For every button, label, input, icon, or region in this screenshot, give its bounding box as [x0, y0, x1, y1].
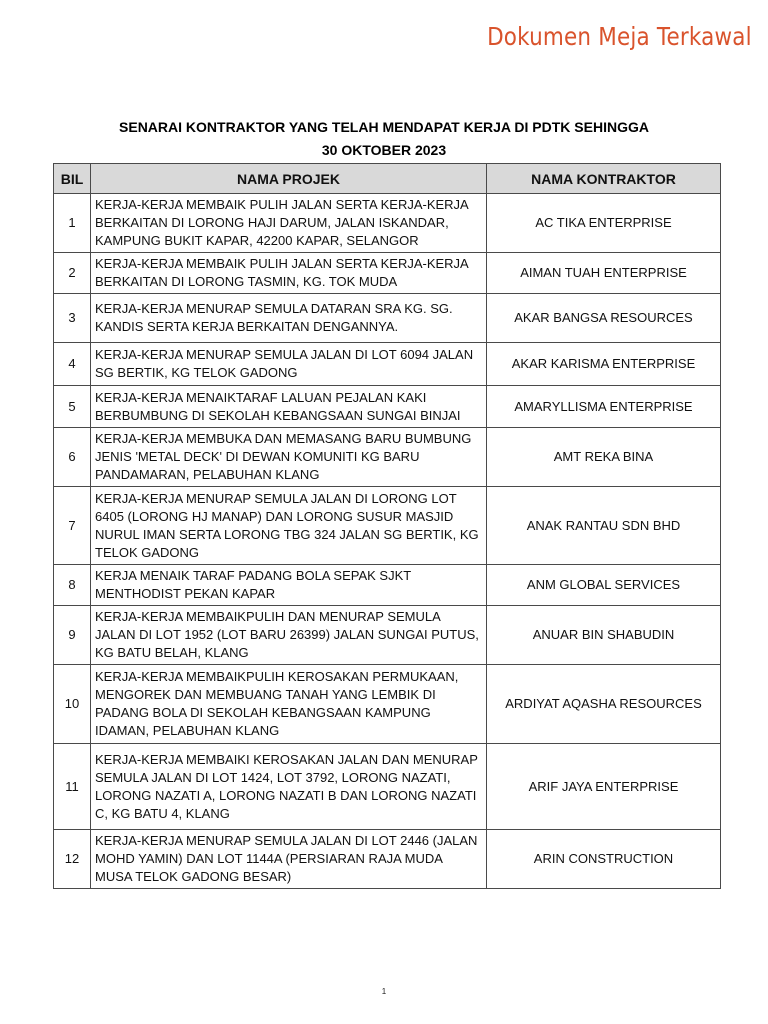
- row-nama-kontraktor: AIMAN TUAH ENTERPRISE: [487, 253, 721, 294]
- table-row: [54, 428, 721, 487]
- table-row: [54, 606, 721, 665]
- table-row: [54, 830, 721, 889]
- row-nama-kontraktor: ARDIYAT AQASHA RESOURCES: [487, 665, 721, 744]
- table-row: [54, 744, 721, 830]
- row-nama-projek: KERJA-KERJA MEMBAIK PULIH JALAN SERTA KERJA-KERJA BERKAITAN DI LORONG HAJI DARUM, JALAN ISKANDAR, KAMPUNG BUKIT KAPAR, 42200 KAPAR, SELANGOR: [91, 194, 487, 253]
- row-bil: 5: [54, 386, 91, 428]
- row-bil: 9: [54, 606, 91, 665]
- row-nama-projek: KERJA-KERJA MEMBAIKI KEROSAKAN JALAN DAN MENURAP SEMULA JALAN DI LOT 1424, LOT 3792, LORONG NAZATI, LORONG NAZATI A, LORONG NAZATI B DAN LORONG NAZATI C, KG BATU 4, KLANG: [91, 744, 487, 830]
- table-row: [54, 194, 721, 253]
- row-nama-kontraktor: AMT REKA BINA: [487, 428, 721, 487]
- row-nama-kontraktor: AKAR BANGSA RESOURCES: [487, 294, 721, 343]
- row-bil: 8: [54, 565, 91, 606]
- table-row: [54, 487, 721, 565]
- row-nama-kontraktor: ARIF JAYA ENTERPRISE: [487, 744, 721, 830]
- table-row: [54, 253, 721, 294]
- row-bil: 12: [54, 830, 91, 889]
- row-nama-kontraktor: ARIN CONSTRUCTION: [487, 830, 721, 889]
- header-nama-kontraktor: NAMA KONTRAKTOR: [487, 164, 721, 194]
- table-row: [54, 565, 721, 606]
- table-header-row: [54, 164, 721, 194]
- page-number: 1: [381, 987, 387, 996]
- header-bil: BIL: [54, 164, 91, 194]
- table-row: [54, 294, 721, 343]
- row-bil: 4: [54, 343, 91, 386]
- contractor-table: [53, 163, 721, 889]
- row-bil: 7: [54, 487, 91, 565]
- table-row: [54, 386, 721, 428]
- row-bil: 11: [54, 744, 91, 830]
- table-row: [54, 343, 721, 386]
- row-bil: 1: [54, 194, 91, 253]
- row-bil: 3: [54, 294, 91, 343]
- row-nama-projek: KERJA-KERJA MEMBAIKPULIH KEROSAKAN PERMUKAAN, MENGOREK DAN MEMBUANG TANAH YANG LEMBIK DI PADANG BOLA DI SEKOLAH KEBANGSAAN KAMPUNG IDAMAN, PELABUHAN KLANG: [91, 665, 487, 744]
- row-nama-projek: KERJA MENAIK TARAF PADANG BOLA SEPAK SJKT MENTHODIST PEKAN KAPAR: [91, 565, 487, 606]
- document-title: SENARAI KONTRAKTOR YANG TELAH MENDAPAT KERJA DI PDTK SEHINGGA: [119, 119, 649, 135]
- row-nama-kontraktor: AC TIKA ENTERPRISE: [487, 194, 721, 253]
- row-nama-kontraktor: AMARYLLISMA ENTERPRISE: [487, 386, 721, 428]
- row-bil: 2: [54, 253, 91, 294]
- row-nama-projek: KERJA-KERJA MENAIKTARAF LALUAN PEJALAN KAKI BERBUMBUNG DI SEKOLAH KEBANGSAAN SUNGAI BINJAI: [91, 386, 487, 428]
- row-nama-projek: KERJA-KERJA MEMBAIK PULIH JALAN SERTA KERJA-KERJA BERKAITAN DI LORONG TASMIN, KG. TOK MUDA: [91, 253, 487, 294]
- row-nama-projek: KERJA-KERJA MEMBUKA DAN MEMASANG BARU BUMBUNG JENIS 'METAL DECK' DI DEWAN KOMUNITI KG BARU PANDAMARAN, PELABUHAN KLANG: [91, 428, 487, 487]
- row-nama-projek: KERJA-KERJA MENURAP SEMULA JALAN DI LORONG LOT 6405 (LORONG HJ MANAP) DAN LORONG SUSUR MASJID NURUL IMAN SERTA LORONG TBG 324 JALAN SG BERTIK, KG TELOK GADONG: [91, 487, 487, 565]
- row-nama-projek: KERJA-KERJA MENURAP SEMULA DATARAN SRA KG. SG. KANDIS SERTA KERJA BERKAITAN DENGANNYA.: [91, 294, 487, 343]
- row-nama-kontraktor: ANM GLOBAL SERVICES: [487, 565, 721, 606]
- row-bil: 6: [54, 428, 91, 487]
- row-nama-kontraktor: AKAR KARISMA ENTERPRISE: [487, 343, 721, 386]
- row-nama-projek: KERJA-KERJA MENURAP SEMULA JALAN DI LOT 2446 (JALAN MOHD YAMIN) DAN LOT 1144A (PERSIARAN RAJA MUDA MUSA TELOK GADONG BESAR): [91, 830, 487, 889]
- table-row: [54, 665, 721, 744]
- document-stamp: Dokumen Meja Terkawal: [487, 22, 752, 51]
- row-bil: 10: [54, 665, 91, 744]
- row-nama-projek: KERJA-KERJA MEMBAIKPULIH DAN MENURAP SEMULA JALAN DI LOT 1952 (LOT BARU 26399) JALAN SUNGAI PUTUS, KG BATU BELAH, KLANG: [91, 606, 487, 665]
- row-nama-projek: KERJA-KERJA MENURAP SEMULA JALAN DI LOT 6094 JALAN SG BERTIK, KG TELOK GADONG: [91, 343, 487, 386]
- row-nama-kontraktor: ANUAR BIN SHABUDIN: [487, 606, 721, 665]
- document-date: 30 OKTOBER 2023: [321, 142, 447, 158]
- row-nama-kontraktor: ANAK RANTAU SDN BHD: [487, 487, 721, 565]
- header-nama-projek: NAMA PROJEK: [91, 164, 487, 194]
